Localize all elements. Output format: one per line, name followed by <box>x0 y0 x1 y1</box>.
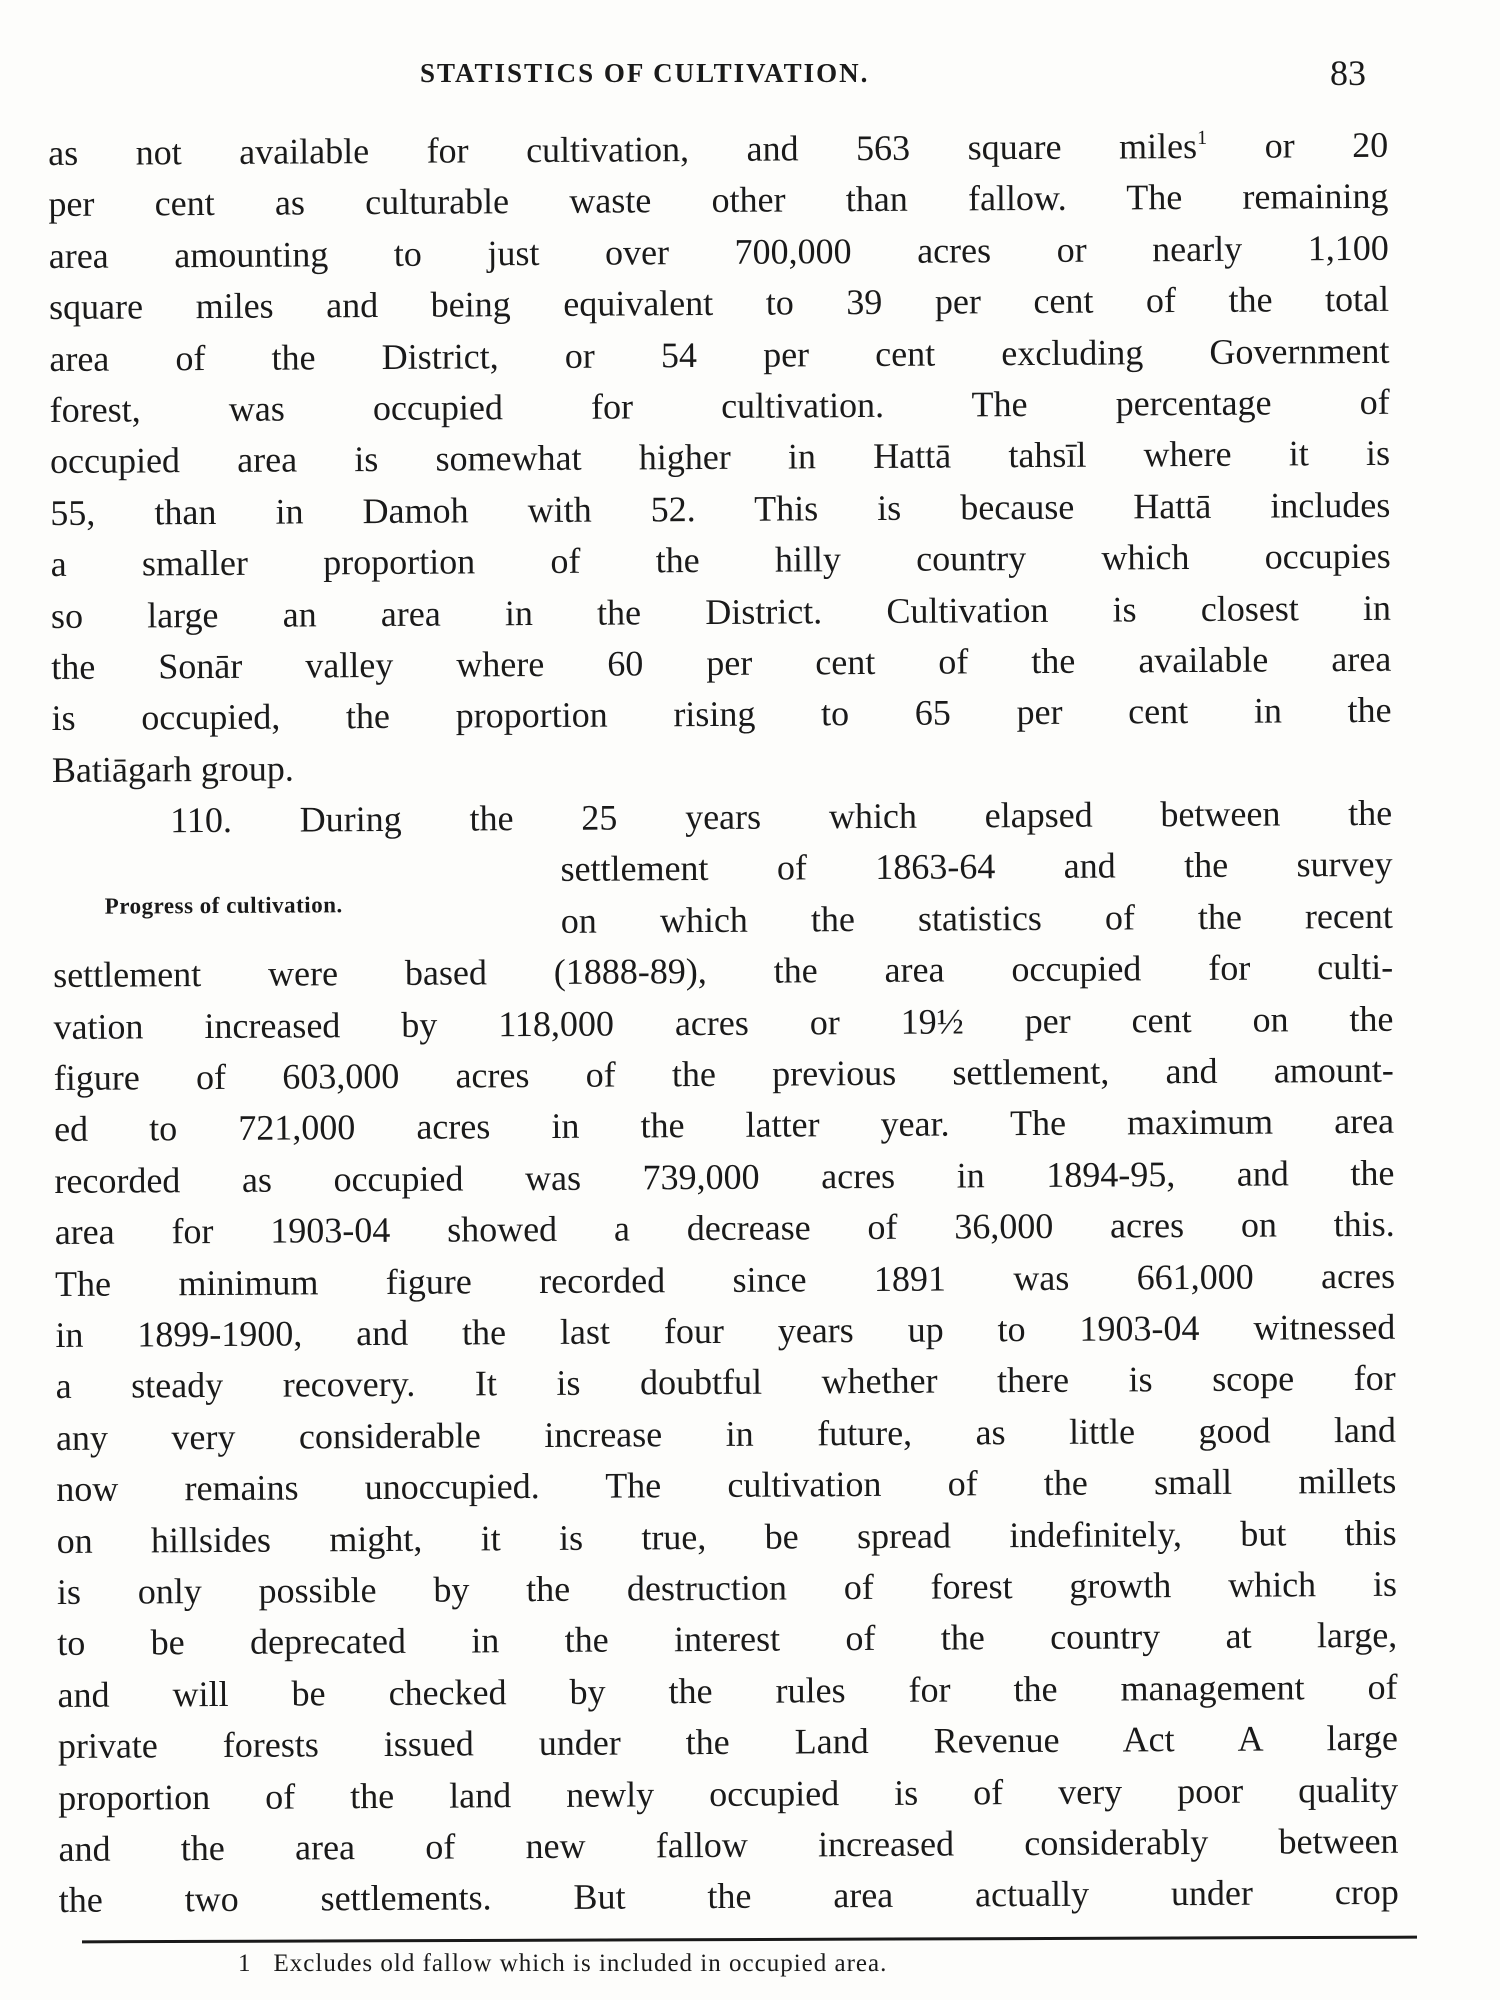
text-line: Batiāgarh group. <box>51 748 294 790</box>
text-line: is only possible by the destruction of forest growth which is <box>56 1563 1398 1612</box>
text-line: on hillsides might, it is true, be spread indefinitely, but this <box>56 1512 1397 1561</box>
text-line: area amounting to just over 700,000 acres or nearly 1,100 <box>48 227 1389 276</box>
text-line: on which the statistics of the recent <box>560 895 1393 941</box>
text-line: private forests issued under the Land Revenue Act A large <box>57 1717 1398 1767</box>
text-line: ed to 721,000 acres in the latter year. The maximum area <box>53 1101 1395 1150</box>
text-line: area of the District, or 54 per cent excluding Government <box>49 330 1390 379</box>
text-line: the Sonār valley where 60 per cent of the available area <box>51 638 1392 687</box>
text-line: a steady recovery. It is doubtful whether there is scope for <box>55 1358 1396 1407</box>
text-line: forest, was occupied for cultivation. The percentage of <box>49 381 1390 430</box>
text-line: occupied area is somewhat higher in Hattā tahsīl where it is <box>49 433 1391 482</box>
page-header <box>0 52 1500 102</box>
text-line: The minimum figure recorded since 1891 was 661,000 acres <box>54 1255 1396 1304</box>
body-text <box>48 120 1399 1927</box>
text-line: square miles and being equivalent to 39 per cent of the total <box>48 278 1390 328</box>
text-line: in 1899-1900, and the last four years up to 1903-04 witnessed <box>55 1306 1396 1355</box>
text-line: as not available for cultivation, and 563 square miles$^1$ or 20 <box>48 124 1389 173</box>
text-line: proportion of the land newly occupied is of very poor quality <box>58 1769 1399 1818</box>
paragraph-110-first-line: 110. During the 25 years which elapsed between the <box>170 792 1393 841</box>
text-line: so large an area in the District. Cultivation is closest in <box>50 587 1392 636</box>
footnote-marker: 1 <box>238 1950 252 1977</box>
text-line: settlement were based (1888-89), the area occupied for culti- <box>53 947 1394 996</box>
footnote-text: Excludes old fallow which is included in occupied area. <box>273 1950 888 1977</box>
text-line: settlement of 1863-64 and the survey <box>560 844 1393 890</box>
text-line: the two settlements. But the area actually under crop <box>58 1872 1399 1921</box>
text-line: figure of 603,000 acres of the previous settlement, and amount- <box>53 1049 1394 1099</box>
text-line: area for 1903-04 showed a decrease of 36,000 acres on this. <box>54 1204 1395 1253</box>
text-line: per cent as culturable waste other than fallow. The remaining <box>48 176 1389 225</box>
text-line: now remains unoccupied. The cultivation of the small millets <box>56 1460 1397 1510</box>
page-number: 83 <box>1330 53 1366 93</box>
text-line: to be deprecated in the interest of the country at large, <box>57 1615 1398 1664</box>
text-line: a smaller proportion of the hilly country which occupies <box>50 535 1391 585</box>
running-head: STATISTICS OF CULTIVATION. <box>420 58 870 88</box>
text-line: recorded as occupied was 739,000 acres in 1894-95, and the <box>54 1152 1395 1201</box>
text-line: and will be checked by the rules for the management of <box>57 1666 1398 1715</box>
marginal-sidenote: Progress of cultivation. <box>104 892 343 920</box>
text-line: 55, than in Damoh with 52. This is because Hattā includes <box>50 484 1391 533</box>
text-line: and the area of new fallow increased considerably between <box>58 1820 1399 1869</box>
footnote-reference: 1 <box>1196 126 1208 149</box>
text-line: is occupied, the proportion rising to 65 per cent in the <box>51 690 1392 739</box>
footnote-rule <box>82 1936 1417 1944</box>
text-line: vation increased by 118,000 acres or 19½ per cent on the <box>53 998 1394 1047</box>
sidenote-block <box>52 839 1393 950</box>
footnote <box>238 1950 887 1978</box>
text-line: any very considerable increase in future, as little good land <box>55 1409 1397 1458</box>
